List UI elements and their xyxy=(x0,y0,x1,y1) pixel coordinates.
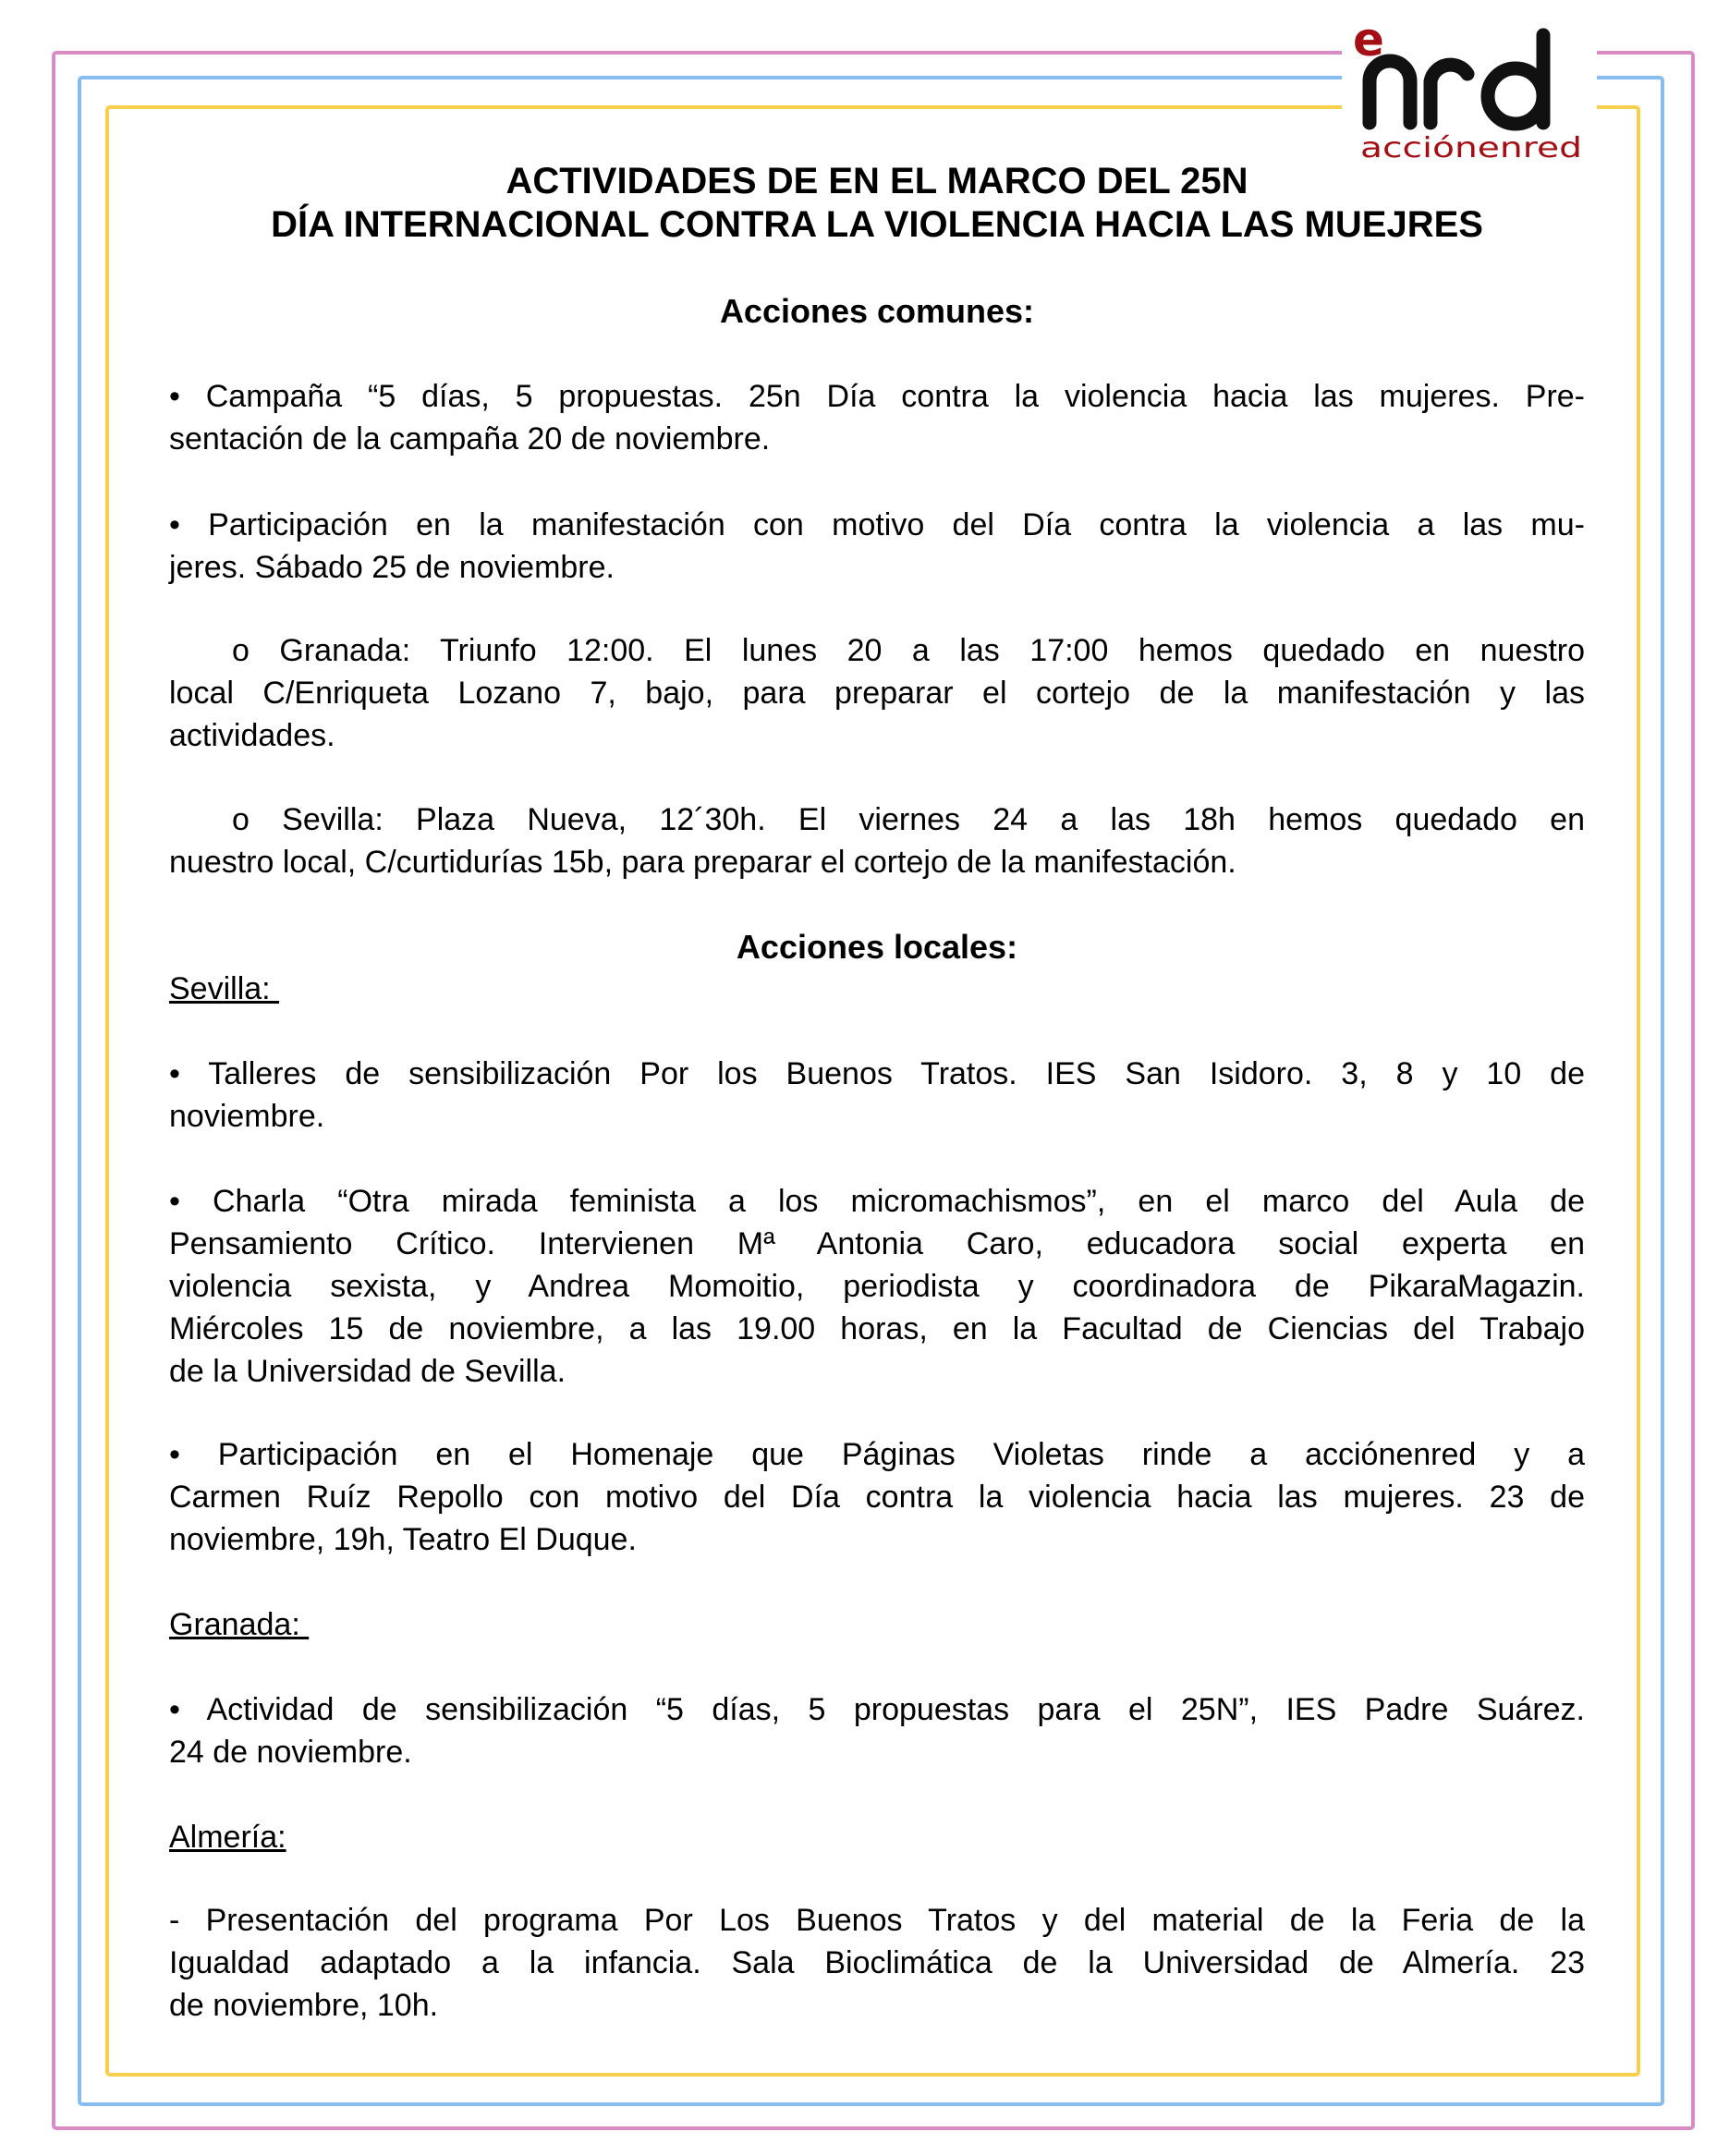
paragraph-line: violencia sexista, y Andrea Momoitio, periodista y coordinadora de PikaraMagazin. xyxy=(169,1269,1585,1304)
granada-section-label: Granada: xyxy=(169,1607,310,1642)
paragraph-line: • Participación en el Homenaje que Páginas Violetas rinde a acciónenred y a xyxy=(169,1437,1585,1472)
logo-r-glyph xyxy=(1431,65,1467,123)
paragraph-line: sentación de la campaña 20 de noviembre. xyxy=(169,421,771,457)
demonstration-paragraph xyxy=(169,504,1585,589)
paragraph-line: de la Universidad de Sevilla. xyxy=(169,1354,566,1389)
logo-wordmark: acciónenred xyxy=(1360,132,1582,164)
paragraph-line: 24 de noviembre. xyxy=(169,1735,412,1770)
logo-e-mark: e xyxy=(1353,17,1384,67)
logo-d-bowl xyxy=(1488,68,1543,124)
sevilla-demo-paragraph xyxy=(169,798,1585,883)
paragraph-line: • Actividad de sensibilización “5 días, 5 propuestas para el 25N”, IES Padre Suárez. xyxy=(169,1692,1585,1727)
paragraph-line: Igualdad adaptado a la infancia. Sala Bioclimática de la Universidad de Almería. 23 xyxy=(169,1945,1585,1980)
sevilla-section-label: Sevilla: xyxy=(169,971,280,1006)
paragraph-line: o Granada: Triunfo 12:00. El lunes 20 a las 17:00 hemos quedado en nuestro xyxy=(232,633,1585,668)
paragraph-line: nuestro local, C/curtidurías 15b, para preparar el cortejo de la manifestación. xyxy=(169,845,1236,880)
acciónenred-logo xyxy=(1349,17,1599,164)
campaign-paragraph xyxy=(169,375,1585,460)
local-actions-heading: Acciones locales: xyxy=(736,928,1018,966)
paragraph-line: jeres. Sábado 25 de noviembre. xyxy=(169,550,615,585)
paragraph-line: - Presentación del programa Por Los Buenos Tratos y del material de la Feria de la xyxy=(169,1903,1585,1938)
logo-n-glyph xyxy=(1370,61,1410,123)
paragraph-line: actividades. xyxy=(169,718,335,753)
charla-paragraph xyxy=(169,1180,1585,1393)
talleres-paragraph xyxy=(169,1053,1585,1138)
paragraph-line: • Charla “Otra mirada feminista a los micromachismos”, en el marco del Aula de xyxy=(169,1184,1585,1219)
paragraph-line: de noviembre, 10h. xyxy=(169,1988,439,2023)
paragraph-line: local C/Enriqueta Lozano 7, bajo, para preparar el cortejo de la manifestación y las xyxy=(169,676,1585,711)
almeria-presentation-paragraph xyxy=(169,1899,1585,2027)
common-actions-heading: Acciones comunes: xyxy=(719,292,1035,330)
granada-activity-paragraph xyxy=(169,1688,1585,1773)
paragraph-line: • Participación en la manifestación con motivo del Día contra la violencia a las mu- xyxy=(169,507,1585,542)
paragraph-line: Miércoles 15 de noviembre, a las 19.00 horas, en la Facultad de Ciencias del Trabajo xyxy=(169,1311,1585,1346)
title-line-1: ACTIVIDADES DE EN EL MARCO DEL 25N xyxy=(505,161,1248,201)
granada-demo-paragraph xyxy=(169,629,1585,757)
paragraph-line: Pensamiento Crítico. Intervienen Mª Antonia Caro, educadora social experta en xyxy=(169,1226,1585,1261)
homenaje-paragraph xyxy=(169,1433,1585,1561)
paragraph-line: o Sevilla: Plaza Nueva, 12´30h. El viernes 24 a las 18h hemos quedado en xyxy=(232,802,1585,837)
paragraph-line: noviembre. xyxy=(169,1099,325,1134)
paragraph-line: Carmen Ruíz Repollo con motivo del Día contra la violencia hacia las mujeres. 23 de xyxy=(169,1480,1585,1515)
title-line-2: DÍA INTERNACIONAL CONTRA LA VIOLENCIA HACIA LAS MUEJRES xyxy=(271,204,1483,245)
paragraph-line: noviembre, 19h, Teatro El Duque. xyxy=(169,1522,637,1557)
almeria-section-label: Almería: xyxy=(169,1820,286,1855)
paragraph-line: • Campaña “5 días, 5 propuestas. 25n Día contra la violencia hacia las mujeres. Pre- xyxy=(169,379,1585,414)
paragraph-line: • Talleres de sensibilización Por los Buenos Tratos. IES San Isidoro. 3, 8 y 10 de xyxy=(169,1056,1585,1091)
